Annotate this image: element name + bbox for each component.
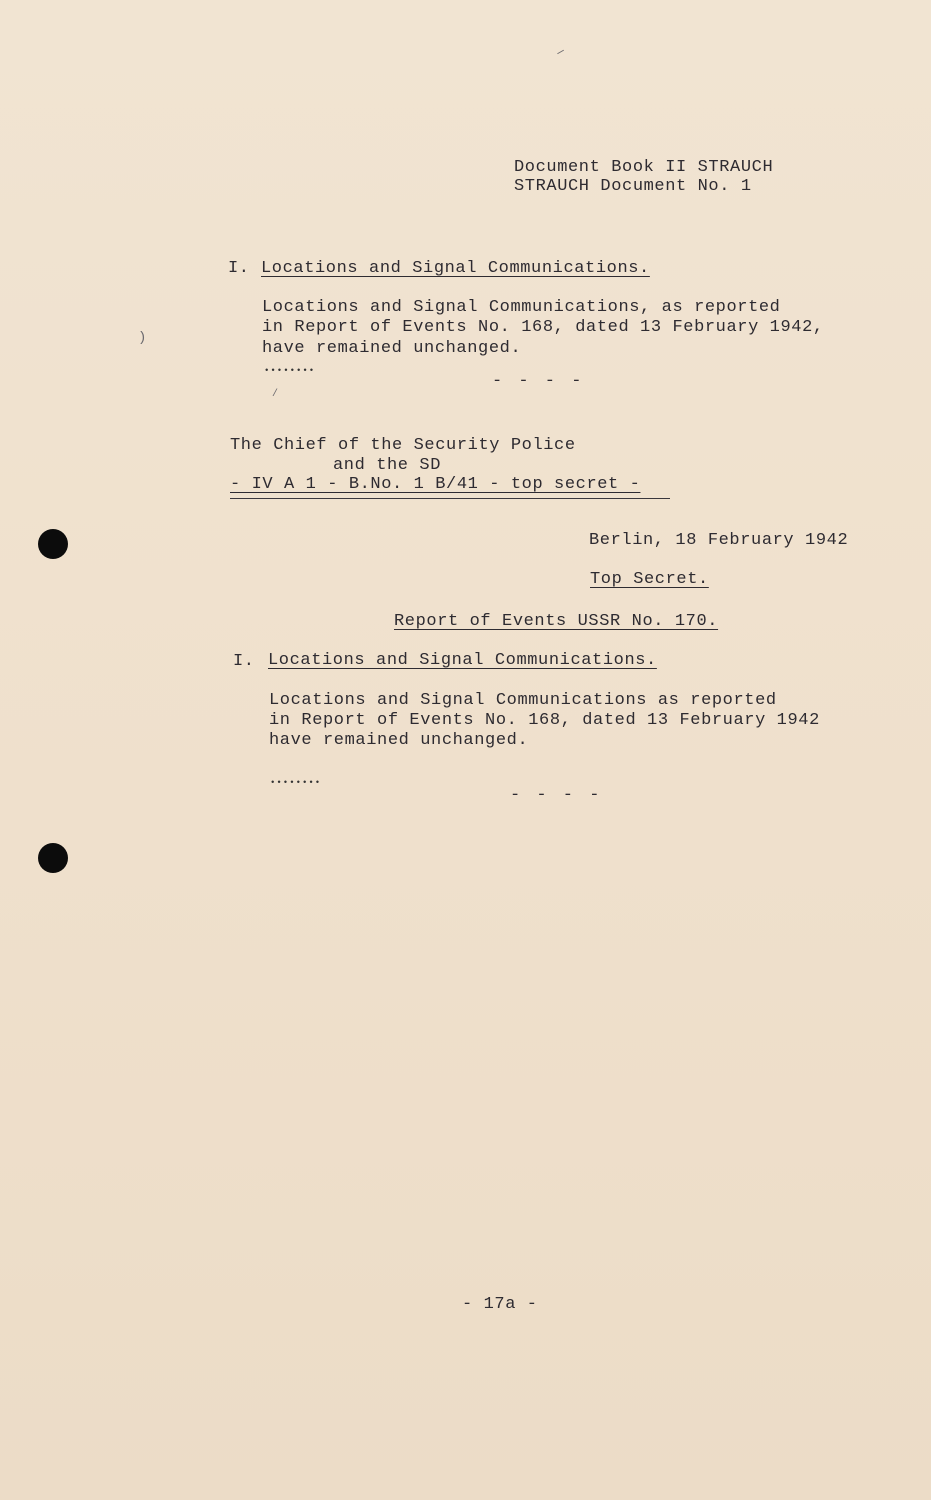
section2-separator: - - - - — [510, 786, 603, 805]
section1-number: I. — [228, 259, 250, 278]
section2-number: I. — [233, 652, 255, 671]
punch-hole-bottom — [38, 843, 68, 873]
stray-mark: — — [553, 44, 568, 60]
section2-heading: Locations and Signal Communications. — [268, 651, 657, 670]
section1-separator: - - - - — [492, 372, 585, 391]
sender-file-reference: - IV A 1 - B.No. 1 B/41 - top secret - — [230, 475, 641, 494]
section1-ellipsis: •••••••• — [264, 366, 316, 376]
sender-line1: The Chief of the Security Police — [230, 436, 576, 455]
section1-body-line1: Locations and Signal Communications, as reported — [262, 298, 781, 317]
stray-mark: ) — [138, 330, 147, 346]
section1-body-line2: in Report of Events No. 168, dated 13 February 1942, — [262, 318, 824, 337]
section2-ellipsis: •••••••• — [270, 778, 322, 788]
dateline: Berlin, 18 February 1942 — [589, 531, 849, 550]
document-number-reference: STRAUCH Document No. 1 — [514, 177, 752, 196]
sender-line2: and the SD — [333, 456, 442, 475]
section2-body-line2: in Report of Events No. 168, dated 13 February 1942 — [269, 711, 820, 730]
page-number: - 17a - — [462, 1295, 538, 1314]
stray-mark: / — [272, 389, 279, 400]
section1-body-line3: have remained unchanged. — [262, 339, 522, 358]
classification-label: Top Secret. — [590, 570, 709, 589]
section2-body-line3: have remained unchanged. — [269, 731, 529, 750]
sender-underline — [230, 498, 670, 499]
section1-heading: Locations and Signal Communications. — [261, 259, 650, 278]
punch-hole-top — [38, 529, 68, 559]
document-book-reference: Document Book II STRAUCH — [514, 158, 774, 177]
report-title: Report of Events USSR No. 170. — [394, 612, 719, 631]
section2-body-line1: Locations and Signal Communications as reported — [269, 691, 777, 710]
